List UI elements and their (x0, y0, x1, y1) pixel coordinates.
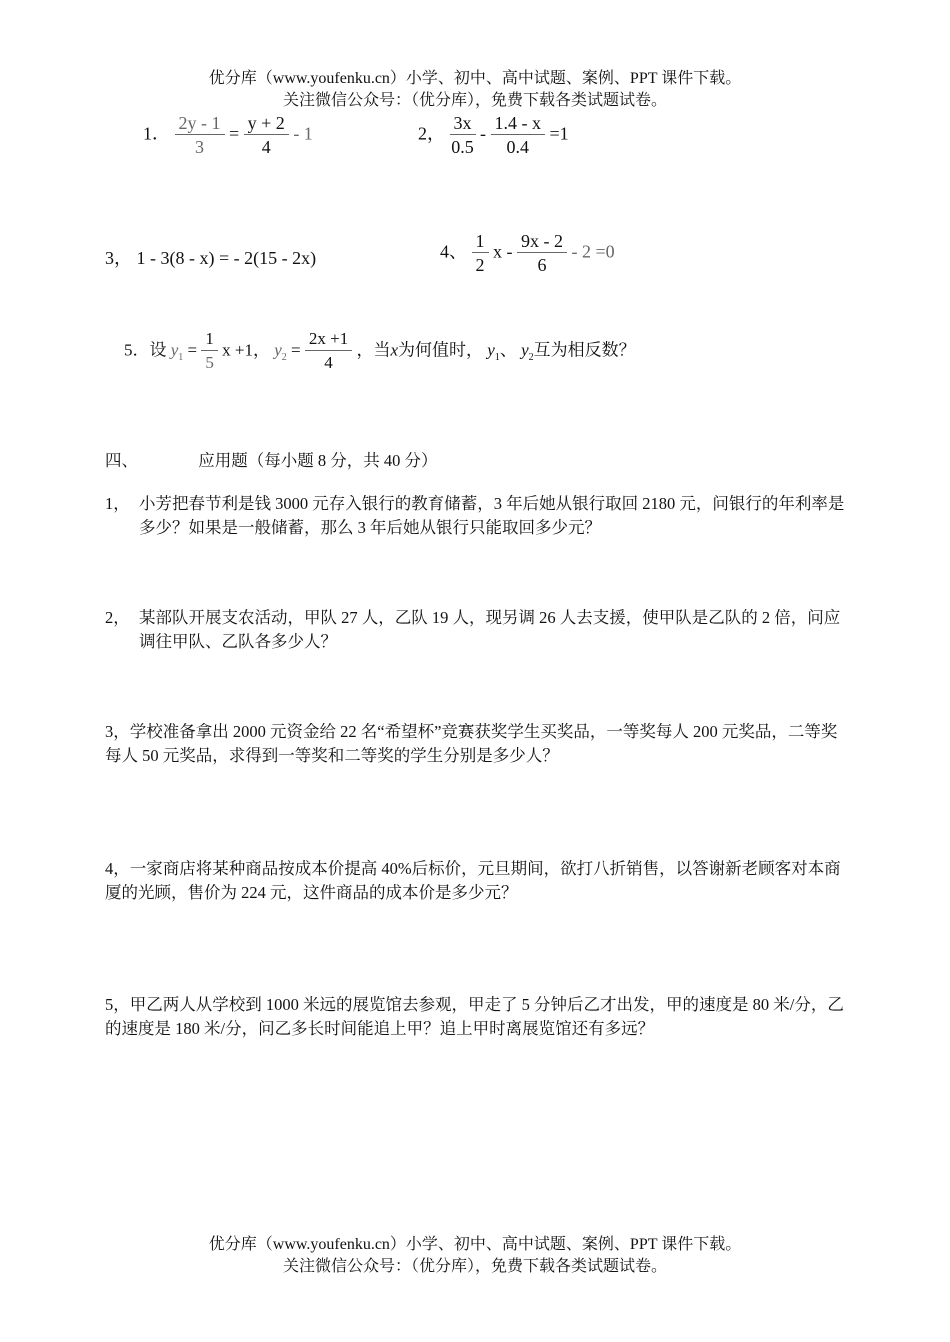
equation-5-label: 5．设 (124, 340, 167, 360)
y2-subscript: 2 (281, 351, 287, 363)
equation-1-label: 1． (143, 123, 170, 144)
problem-3 (105, 720, 850, 768)
fraction-denominator: 2 (475, 255, 485, 275)
question-text: 互为相反数？ (533, 340, 636, 360)
fraction-numerator: 9x - 2 (517, 230, 567, 253)
y1-subscript: 1 (178, 351, 184, 363)
y1-variable: y (170, 340, 179, 360)
y2-variable: y (274, 340, 282, 360)
equation-4-tail: - 2 =0 (571, 241, 615, 262)
equation-4 (440, 230, 615, 277)
y1-variable: y (487, 340, 495, 360)
fraction-numerator: 3x (450, 112, 476, 135)
y2-variable: y (521, 340, 529, 360)
question-text: 为何值时， (398, 340, 484, 360)
fraction-numerator: 2x +1 (305, 328, 352, 351)
fraction-numerator: 2y - 1 (175, 112, 225, 135)
problem-1-text: 小芳把春节利是钱 3000 元存入银行的教育储蓄，3 年后她从银行取回 2180 元，问银行的年利率是多少？如果是一般储蓄，那么 3 年后她从银行只能取回多少元？ (139, 494, 845, 537)
fraction-denominator: 5 (205, 353, 214, 372)
equation-4-variable: x - (493, 241, 513, 262)
equation-5-first-fraction (201, 328, 218, 375)
problem-1 (105, 492, 850, 540)
question-text: ，当 (356, 340, 391, 360)
equation-2-first-fraction (450, 112, 476, 159)
problem-3-text: 3，学校准备拿出 2000 元资金给 22 名“希望杯”竞赛获奖学生买奖品，一等奖每人 200 元奖品，二等奖每人 50 元奖品，求得到一等奖和二等奖的学生分别是多少人？ (105, 722, 838, 765)
header-line-2: 关注微信公众号：（优分库），免费下载各类试题试卷。 (282, 92, 667, 109)
section-4-title: 应用题（每小题 8 分，共 40 分） (198, 451, 438, 470)
equation-5-first-tail: x +1， (222, 340, 270, 360)
problem-2-label: 2， (105, 608, 130, 627)
fraction-numerator: 1.4 - x (491, 112, 546, 135)
problem-1-label: 1， (105, 494, 130, 513)
problem-2-text: 某部队开展支农活动，甲队 27 人，乙队 19 人，现另调 26 人去支援，使甲队是乙队的 2 倍，问应调往甲队、乙队各多少人？ (139, 608, 841, 651)
equation-5-second-fraction (305, 328, 352, 375)
header-line-1: 优分库（www.youfenku.cn）小学、初中、高中试题、案例、PPT 课件下载。 (208, 70, 742, 87)
equation-2-second-fraction (491, 112, 546, 159)
problem-5-text: 5，甲乙两人从学校到 1000 米远的展览馆去参观，甲走了 5 分钟后乙才出发，甲的速度是 80 米/分，乙的速度是 180 米/分，问乙多长时间能追上甲？追上甲时离展览馆还有多远？ (105, 995, 844, 1038)
equation-3-expression: 1 - 3(8 - x) = - 2(15 - 2x) (136, 248, 317, 268)
equation-1 (143, 112, 313, 159)
section-4-heading (105, 447, 438, 471)
footer-line-1: 优分库（www.youfenku.cn）小学、初中、高中试题、案例、PPT 课件下载。 (208, 1236, 742, 1253)
problem-4 (105, 857, 850, 905)
equation-1-right-fraction (244, 112, 289, 159)
x-variable: x (390, 340, 399, 360)
equation-4-label: 4、 (440, 241, 467, 262)
fraction-numerator: 1 (201, 328, 218, 351)
footer-line-2: 关注微信公众号：（优分库），免费下载各类试题试卷。 (282, 1258, 667, 1275)
problem-5 (105, 993, 850, 1041)
fraction-denominator: 6 (537, 255, 547, 275)
question-text: 、 (499, 340, 517, 360)
equals-sign: = (187, 340, 198, 360)
equation-3-label: 3， (105, 248, 132, 268)
minus-sign: - (480, 123, 486, 144)
equals-sign: = (291, 340, 301, 360)
fraction-denominator: 3 (195, 137, 204, 157)
equation-2-label: 2， (418, 123, 445, 144)
problem-4-text: 4，一家商店将某种商品按成本价提高 40%后标价，元旦期间，欲打八折销售，以答谢新老顾客对本商厦的光顾，售价为 224 元，这件商品的成本价是多少元？ (105, 859, 841, 902)
equation-4-second-fraction (517, 230, 567, 277)
y2-subscript: 2 (528, 351, 534, 363)
equation-3 (105, 244, 316, 270)
equation-4-first-fraction (472, 230, 489, 277)
equation-1-left-fraction (175, 112, 225, 159)
equation-1-tail: - 1 (293, 123, 313, 144)
fraction-denominator: 4 (324, 353, 333, 372)
equation-5 (124, 328, 636, 375)
equation-2-tail: =1 (549, 123, 569, 144)
equals-sign: = (229, 123, 240, 144)
fraction-denominator: 4 (261, 137, 271, 157)
equation-2 (418, 112, 569, 159)
problem-2 (105, 606, 850, 654)
fraction-numerator: y + 2 (244, 112, 289, 135)
fraction-denominator: 0.4 (506, 137, 529, 157)
section-4-number: 四、 (105, 451, 138, 470)
y1-subscript: 1 (494, 351, 500, 363)
fraction-numerator: 1 (472, 230, 489, 253)
fraction-denominator: 0.5 (451, 137, 474, 157)
